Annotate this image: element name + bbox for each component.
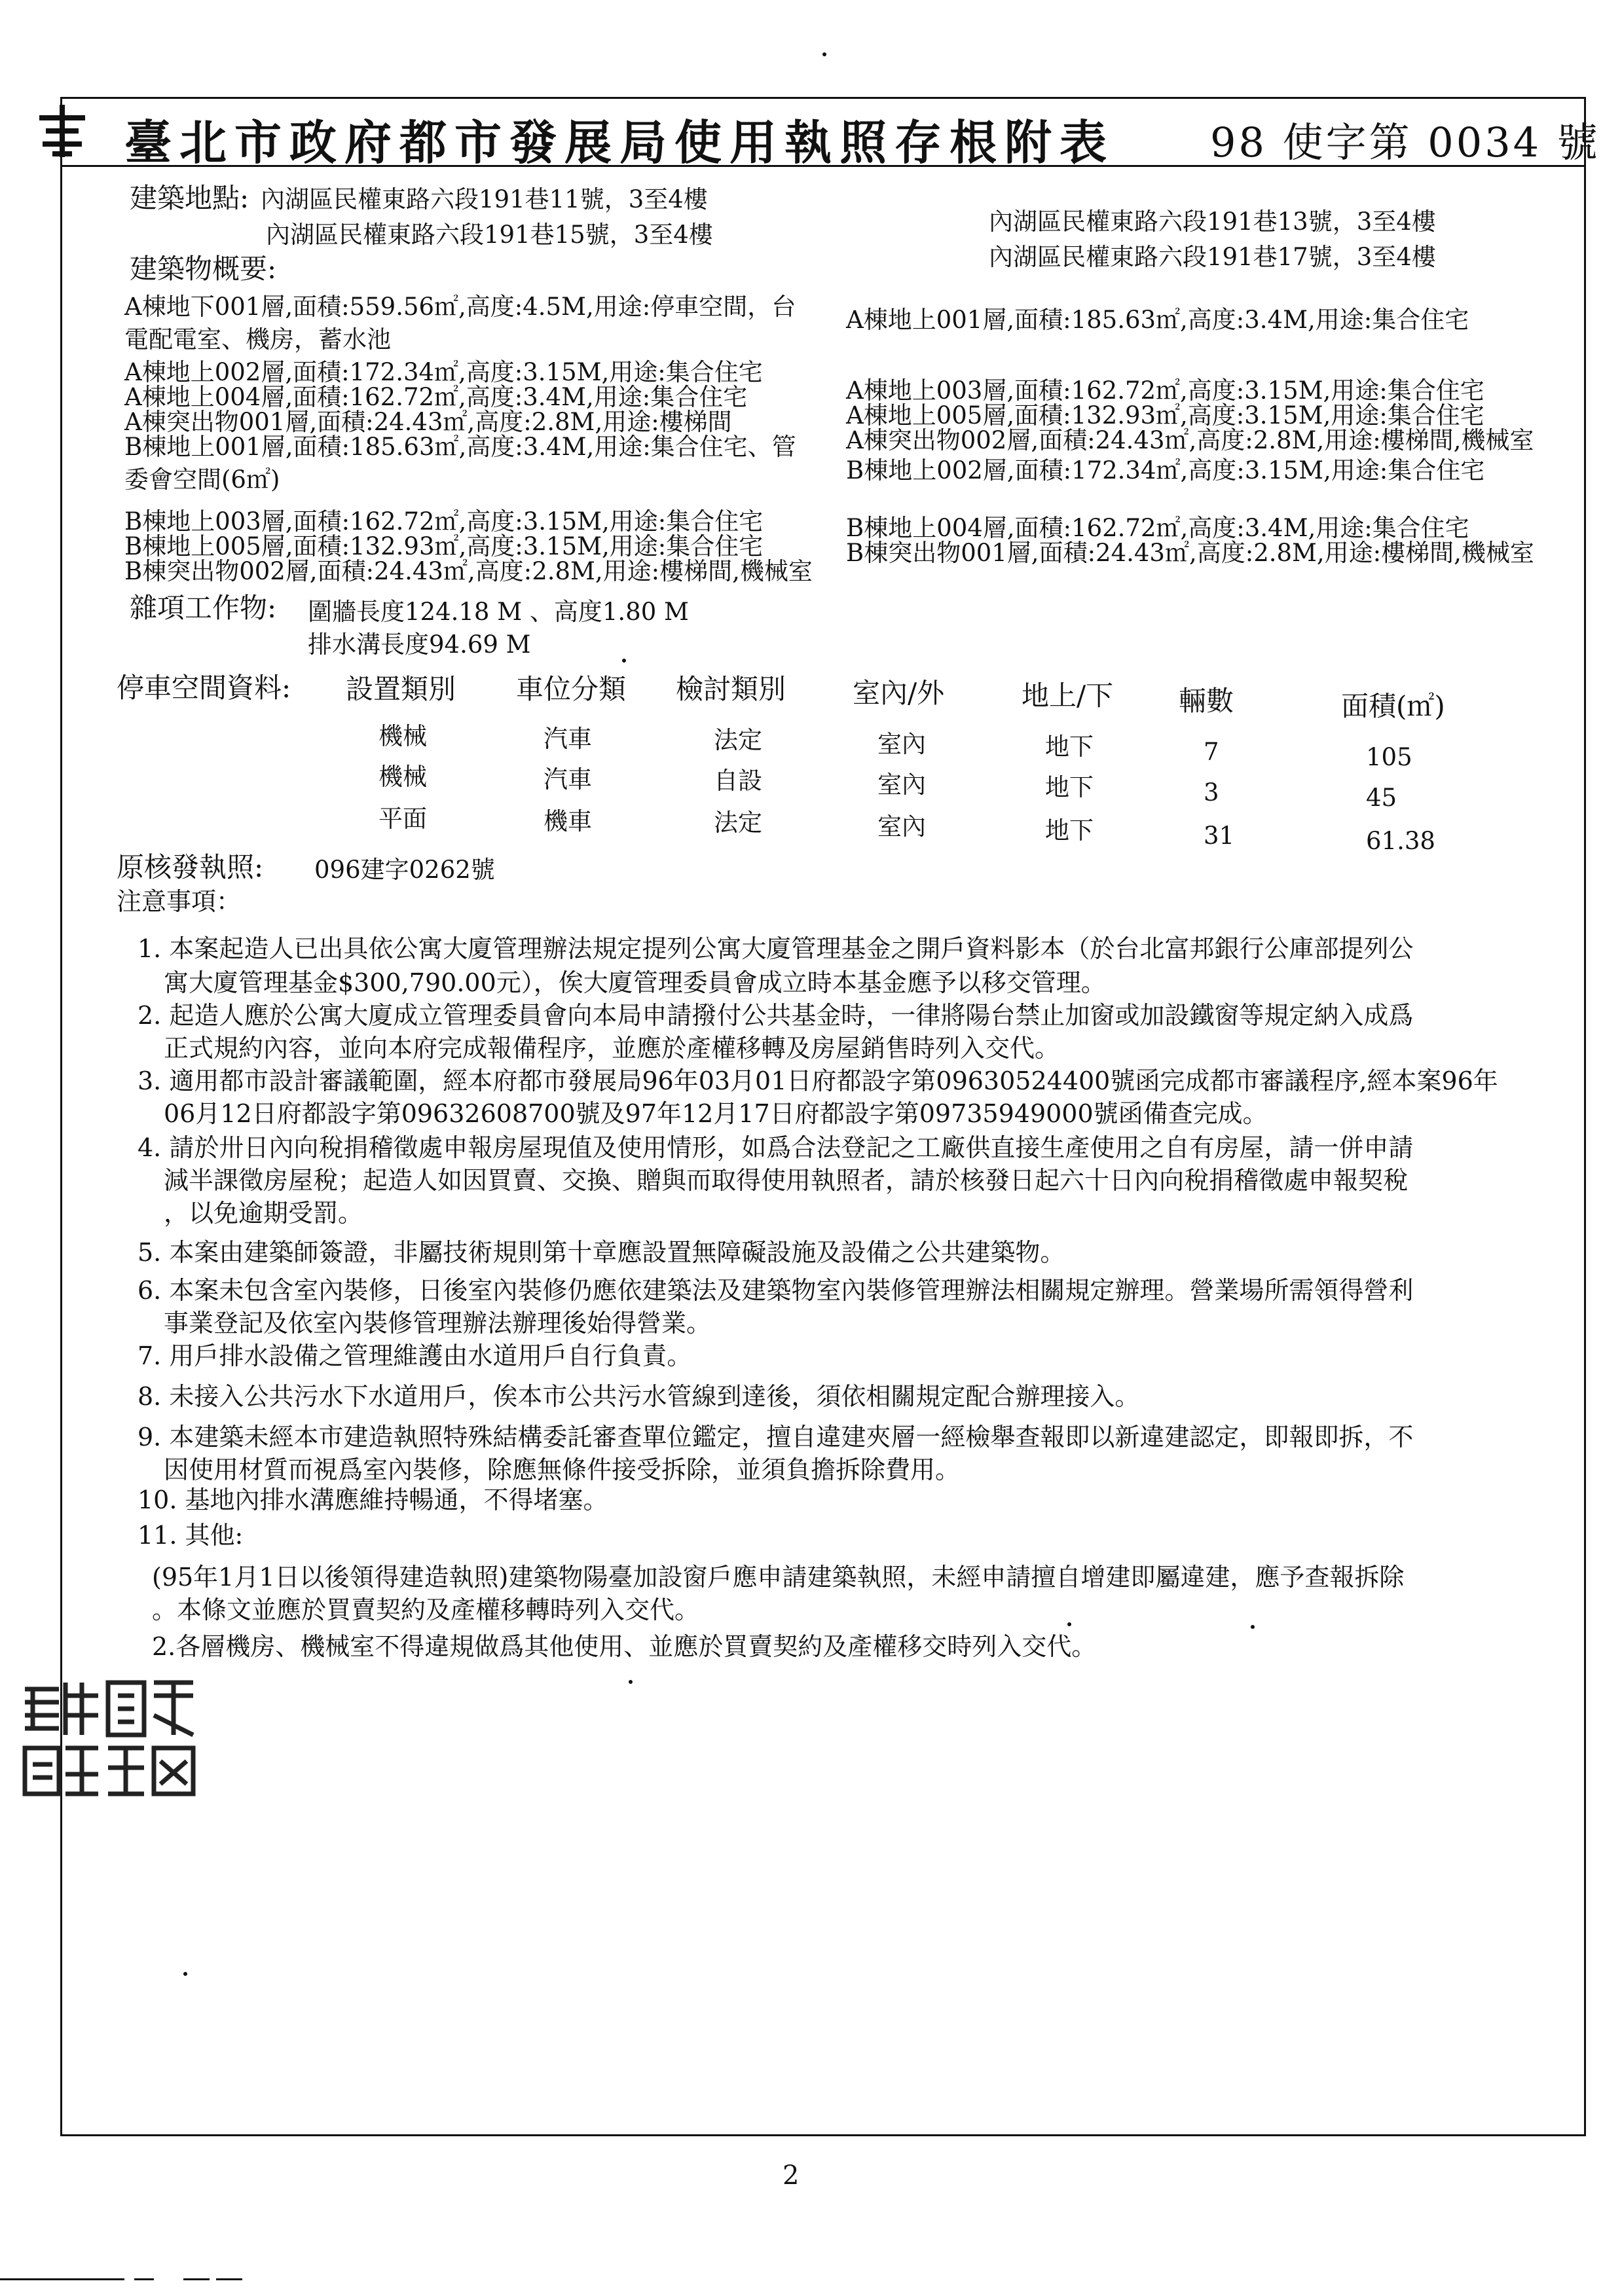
- parking-cell: 汽車: [544, 725, 592, 753]
- overview-item: B棟突出物002層,面積:24.43㎡,高度:2.8M,用途:樓梯間,機械室: [124, 557, 813, 585]
- note-line: 4. 請於卅日內向稅捐稽徵處申報房屋現值及使用情形，如爲合法登記之工廠供直接生產使用之自有房屋，請一併申請: [138, 1133, 1414, 1162]
- parking-cell: 45: [1366, 784, 1397, 812]
- note-line: 9. 本建築未經本市建造執照特殊結構委託審查單位鑑定，擅自違建夾層一經檢舉查報即以新違建認定，即報即拆，不: [138, 1423, 1414, 1451]
- parking-header: 設置類別: [346, 673, 456, 705]
- overview-label: 建築物概要:: [130, 253, 277, 285]
- parking-cell: 105: [1366, 743, 1412, 771]
- note-line: 。本條文並應於買賣契約及產權移轉時列入交代。: [152, 1595, 700, 1624]
- parking-cell: 3: [1204, 778, 1219, 807]
- site-address-3: 內湖區民權東路六段191巷15號，3至4樓: [266, 221, 713, 249]
- note-line: ，以免逾期受罰。: [164, 1199, 363, 1228]
- overview-item: A棟地上002層,面積:172.34㎡,高度:3.15M,用途:集合住宅: [124, 358, 763, 386]
- parking-cell: 機械: [378, 763, 427, 791]
- scan-speck: [629, 1680, 633, 1684]
- footer-rule: [0, 2278, 124, 2280]
- note-line: 8. 未接入公共污水下水道用戶，俟本市公共污水管線到達後，須依相關規定配合辦理接入。: [138, 1382, 1140, 1411]
- note-line: 寓大廈管理基金$300,790.00元），俟大廈管理委員會成立時本基金應予以移交管理。: [164, 968, 1106, 997]
- footer-rule: [216, 2278, 242, 2280]
- parking-cell: 地下: [1045, 816, 1094, 845]
- note-line: 1. 本案起造人已出具依公寓大廈管理辦法規定提列公寓大廈管理基金之開戶資料影本（於台北富邦銀行公庫部提列公: [138, 934, 1414, 963]
- site-address-4: 內湖區民權東路六段191巷17號，3至4樓: [989, 243, 1436, 271]
- note-line: 事業登記及依室內裝修管理辦法辦理後始得營業。: [164, 1309, 712, 1338]
- misc-label: 雜項工作物:: [130, 592, 277, 624]
- document-title: 臺北市政府都市發展局使用執照存根附表: [124, 115, 1115, 170]
- original-permit-value: 096建字0262號: [314, 856, 495, 884]
- note-line: 2.各層機房、機械室不得違規做爲其他使用、並應於買賣契約及產權移交時列入交代。: [152, 1632, 1097, 1661]
- parking-cell: 室內: [877, 812, 926, 841]
- parking-cell: 機械: [378, 722, 427, 750]
- scan-speck: [822, 52, 826, 56]
- parking-cell: 61.38: [1366, 827, 1435, 855]
- overview-item: B棟地上005層,面積:132.93㎡,高度:3.15M,用途:集合住宅: [124, 532, 764, 560]
- footer-rule: [183, 2278, 210, 2280]
- parking-header: 檢討類別: [676, 673, 786, 705]
- parking-cell: 室內: [877, 730, 926, 758]
- scan-speck: [183, 1972, 187, 1976]
- parking-header: 面積(㎡): [1341, 690, 1445, 722]
- note-line: 2. 起造人應於公寓大廈成立管理委員會向本局申請撥付公共基金時，一律將陽台禁止加窗或加設鐵窗等規定納入成爲: [138, 1001, 1414, 1030]
- parking-cell: 地下: [1045, 733, 1094, 761]
- overview-item: B棟地上004層,面積:162.72㎡,高度:3.4M,用途:集合住宅: [846, 514, 1469, 542]
- original-permit-label: 原核發執照:: [117, 851, 264, 883]
- overview-item: B棟地上003層,面積:162.72㎡,高度:3.15M,用途:集合住宅: [124, 507, 764, 536]
- city-emblem-icon: [26, 92, 98, 164]
- parking-cell: 7: [1204, 738, 1219, 766]
- official-seal-icon: [20, 1676, 216, 1800]
- note-line: 正式規約內容，並向本府完成報備程序，並應於產權移轉及房屋銷售時列入交代。: [164, 1034, 1060, 1063]
- note-line: (95年1月1日以後領得建造執照)建築物陽臺加設窗戶應申請建築執照，未經申請擅自增建即屬違建，應予查報拆除: [152, 1563, 1405, 1592]
- overview-item: B棟突出物001層,面積:24.43㎡,高度:2.8M,用途:樓梯間,機械室: [846, 539, 1534, 567]
- note-line: 3. 適用都市設計審議範圍，經本府都市發展局96年03月01日府都設字第09630524400號函完成都市審議程序,經本案96年: [138, 1066, 1498, 1095]
- overview-item: A棟突出物002層,面積:24.43㎡,高度:2.8M,用途:樓梯間,機械室: [846, 426, 1534, 454]
- parking-header: 輛數: [1179, 685, 1234, 717]
- misc-wall: 圍牆長度124.18 M 、高度1.80 M: [308, 598, 689, 626]
- parking-cell: 法定: [714, 726, 762, 754]
- parking-label: 停車空間資料:: [117, 672, 291, 704]
- permit-number: 98 使字第 0034 號: [1210, 118, 1600, 166]
- note-line: 減半課徵房屋稅；起造人如因買賣、交換、贈與而取得使用執照者，請於核發日起六十日內向稅捐稽徵處申報契稅: [164, 1166, 1409, 1195]
- overview-item: 委會空間(6㎡): [124, 465, 280, 494]
- parking-cell: 31: [1204, 822, 1235, 850]
- overview-item: A棟地上003層,面積:162.72㎡,高度:3.15M,用途:集合住宅: [846, 376, 1484, 405]
- note-line: 6. 本案未包含室內裝修，日後室內裝修仍應依建築法及建築物室內裝修管理辦法相關規定辦理。營業場所需領得營利: [138, 1276, 1414, 1305]
- parking-cell: 室內: [877, 771, 926, 799]
- parking-cell: 自設: [714, 767, 762, 795]
- parking-header: 地上/下: [1022, 680, 1114, 712]
- scan-speck: [1067, 1622, 1071, 1626]
- overview-item: B棟地上001層,面積:185.63㎡,高度:3.4M,用途:集合住宅、管: [124, 433, 796, 461]
- overview-item: A棟地下001層,面積:559.56㎡,高度:4.5M,用途:停車空間，台: [124, 293, 796, 321]
- note-line: 06月12日府都設字第09632608700號及97年12月17日府都設字第09735949000號函備查完成。: [164, 1099, 1268, 1128]
- notes-label: 注意事項：: [117, 887, 242, 916]
- overview-item: A棟地上005層,面積:132.93㎡,高度:3.15M,用途:集合住宅: [846, 401, 1484, 429]
- page-number: 2: [783, 2160, 800, 2191]
- parking-cell: 機車: [544, 807, 592, 835]
- overview-item: A棟地上001層,面積:185.63㎡,高度:3.4M,用途:集合住宅: [846, 306, 1469, 334]
- parking-header: 室內/外: [853, 677, 945, 709]
- scan-speck: [1251, 1625, 1255, 1629]
- parking-cell: 汽車: [544, 765, 592, 793]
- overview-item: A棟突出物001層,面積:24.43㎡,高度:2.8M,用途:樓梯間: [124, 408, 732, 436]
- parking-cell: 地下: [1045, 773, 1094, 801]
- parking-cell: 平面: [378, 805, 427, 833]
- site-address-1: 內湖區民權東路六段191巷11號，3至4樓: [261, 185, 708, 213]
- overview-item: A棟地上004層,面積:162.72㎡,高度:3.4M,用途:集合住宅: [124, 383, 748, 411]
- footer-rule: [134, 2278, 154, 2280]
- site-address-2: 內湖區民權東路六段191巷13號，3至4樓: [989, 208, 1436, 236]
- note-line: 7. 用戶排水設備之管理維護由水道用戶自行負責。: [138, 1341, 692, 1370]
- overview-item: B棟地上002層,面積:172.34㎡,高度:3.15M,用途:集合住宅: [846, 456, 1485, 484]
- note-line: 10. 基地內排水溝應維持暢通，不得堵塞。: [138, 1485, 608, 1514]
- note-line: 11. 其他:: [138, 1521, 244, 1550]
- parking-cell: 法定: [714, 809, 762, 837]
- parking-header: 車位分類: [516, 673, 627, 705]
- note-line: 因使用材質而視爲室內裝修，除應無條件接受拆除，並須負擔拆除費用。: [164, 1455, 961, 1484]
- overview-item: 電配電室、機房，蓄水池: [124, 325, 391, 354]
- site-label: 建築地點:: [130, 182, 249, 214]
- note-line: 5. 本案由建築師簽證，非屬技術規則第十章應設置無障礙設施及設備之公共建築物。: [138, 1238, 1065, 1267]
- scan-speck: [622, 659, 626, 663]
- misc-drain: 排水溝長度94.69 M: [308, 630, 531, 659]
